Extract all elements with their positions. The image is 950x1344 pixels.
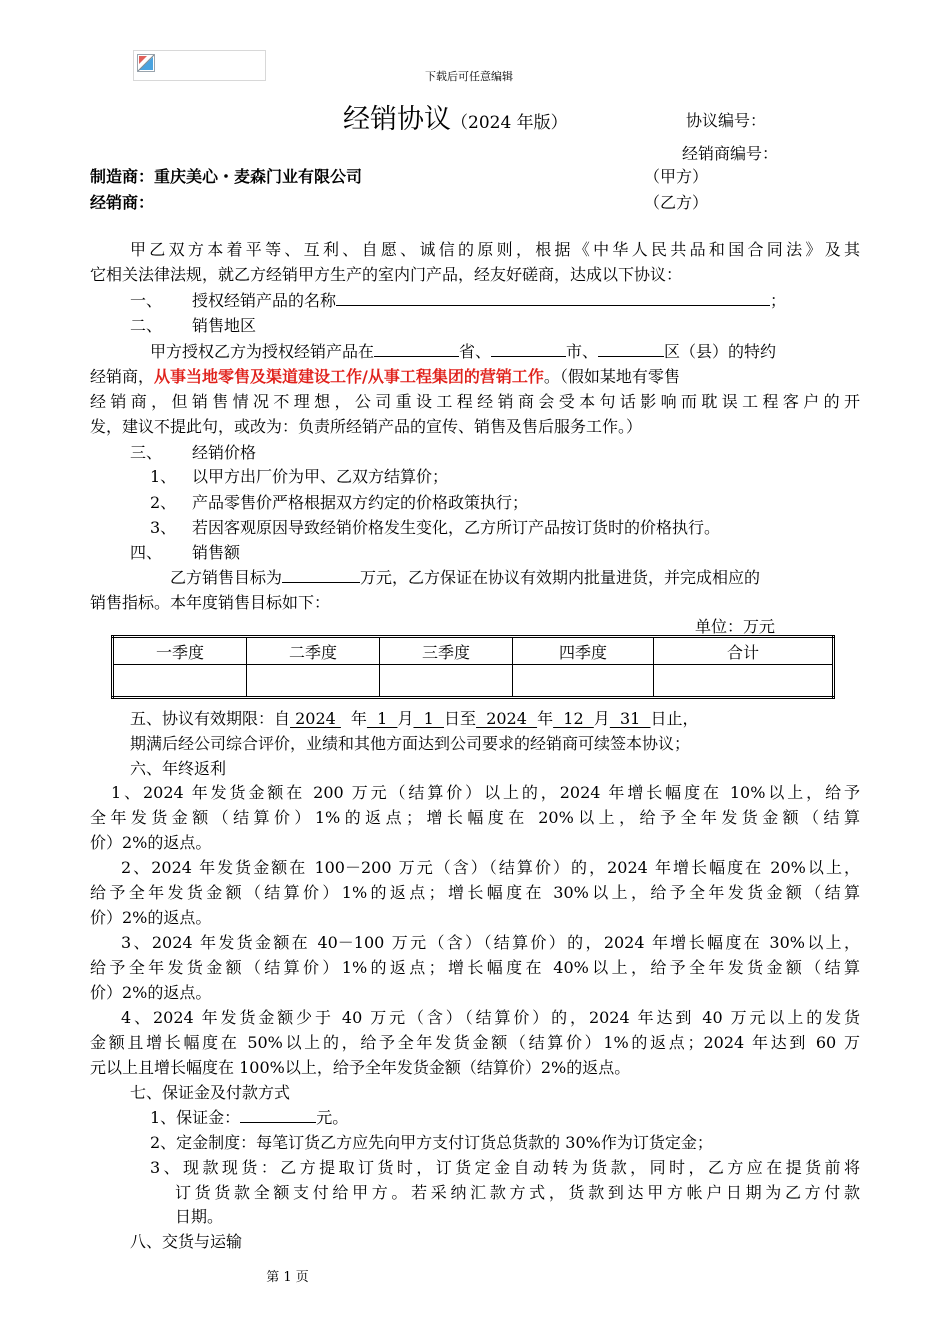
end-month[interactable]: 12 <box>553 709 594 728</box>
price-item-2: 产品零售价严格根据双方约定的价格政策执行； <box>192 493 529 512</box>
section2-line-1 <box>150 339 776 362</box>
rebate-2-line-2: 给予全年发货金额（结算价）1%的返点；增长幅度在 30%以上，给予全年发货金额（结算 <box>90 883 860 902</box>
district-blank[interactable] <box>598 339 664 357</box>
header-total: 合计 <box>654 637 834 665</box>
rebate-2-line-1: 2、2024 年发货金额在 100－200 万元（含）（结算价）的，2024 年增长幅度在 20%以上， <box>121 858 860 877</box>
header-q1: 一季度 <box>113 637 247 665</box>
cell-q3[interactable] <box>380 665 513 698</box>
section1-end: ； <box>770 291 787 310</box>
quarterly-target-table <box>111 635 835 699</box>
section1-heading <box>192 288 786 311</box>
deposit-unit: 元。 <box>316 1108 349 1127</box>
section7-title: 七、保证金及付款方式 <box>130 1083 291 1102</box>
sales-target-blank[interactable] <box>282 565 360 583</box>
section4-line-2: 销售指标。本年度销售目标如下： <box>90 593 331 612</box>
title-text: 经销协议 <box>343 104 451 135</box>
section4-title: 销售额 <box>192 543 241 562</box>
rebate-1-line-1: 1、2024 年发货金额在 200 万元（结算价）以上的，2024 年增长幅度在 10%以上，给予 <box>111 783 860 802</box>
start-month[interactable]: 1 <box>366 709 398 728</box>
rebate-3-line-3: 价）2%的返点。 <box>90 983 212 1002</box>
section2-line-4: 发，建议不提此句，或改为：负责所经销产品的宣传、销售及售后服务工作。） <box>90 417 643 436</box>
price-item-2-num: 2、 <box>150 493 177 512</box>
price-item-1: 以甲方出厂价为甲、乙双方结算价； <box>192 467 449 486</box>
validity-end-text: 日止， <box>650 709 699 728</box>
section2-line-2 <box>90 364 860 389</box>
section2-line-3: 经销商，但销售情况不理想，公司重设工程经销商会受本句话影响而耽误工程客户的开 <box>90 392 860 411</box>
city-blank[interactable] <box>491 339 566 357</box>
agreement-no-label: 协议编号： <box>686 111 767 130</box>
deposit-blank[interactable] <box>240 1105 316 1123</box>
table-row <box>113 665 834 698</box>
header-q3: 三季度 <box>380 637 513 665</box>
section5-line-2: 期满后经公司综合评价，业绩和其他方面达到公司要求的经销商可续签本协议； <box>130 734 691 753</box>
region-text-d: 区（县）的特约 <box>664 342 777 361</box>
rebate-3-line-1: 3、2024 年发货金额在 40－100 万元（含）（结算价）的，2024 年增长幅度在 30%以上， <box>121 933 860 952</box>
region-text-c: 市、 <box>566 342 599 361</box>
start-day[interactable]: 1 <box>413 709 444 728</box>
validity-year-char-1: 年 <box>350 709 367 728</box>
section1-num: 一、 <box>130 291 163 310</box>
dealer-line: 经销商： <box>90 193 155 212</box>
party-b-tag: （乙方） <box>644 193 709 212</box>
section3-title: 经销价格 <box>192 443 257 462</box>
validity-month-char-1: 月 <box>397 709 414 728</box>
logo <box>133 50 266 81</box>
section8-title: 八、交货与运输 <box>130 1232 243 1251</box>
header-q4: 四季度 <box>513 637 654 665</box>
price-item-3-num: 3、 <box>150 518 177 537</box>
cell-total[interactable] <box>654 665 834 698</box>
rebate-3-line-2: 给予全年发货金额（结算价）1%的返点；增长幅度在 40%以上，给予全年发货金额（结算 <box>90 958 860 977</box>
page-title <box>343 97 568 136</box>
cell-q2[interactable] <box>247 665 380 698</box>
header-q2: 二季度 <box>247 637 380 665</box>
province-blank[interactable] <box>374 339 459 357</box>
end-year[interactable]: 2024 <box>476 709 538 728</box>
broken-image-icon <box>137 54 155 72</box>
rebate-4-line-1: 4、2024 年发货金额少于 40 万元（含）（结算价）的，2024 年达到 40 万元以上的发货 <box>121 1008 860 1027</box>
validity-month-char-2: 月 <box>593 709 610 728</box>
section6-title: 六、年终返利 <box>130 759 227 778</box>
down-payment-rule: 2、定金制度：每笔订货乙方应先向甲方支付订货总货款的 30%作为订货定金； <box>150 1133 713 1152</box>
deposit-label: 1、保证金： <box>150 1108 241 1127</box>
validity-year-char-2: 年 <box>537 709 554 728</box>
section5-line-1 <box>130 706 699 729</box>
intro-line-2: 它相关法律法规，就乙方经销甲方生产的室内门产品，经友好磋商，达成以下协议： <box>90 265 683 284</box>
party-a-tag: （甲方） <box>644 167 709 186</box>
manufacturer-line: 制造商：重庆美心・麦森门业有限公司 <box>90 167 363 186</box>
page-number: 第 1 页 <box>266 1270 309 1285</box>
price-item-3: 若因客观原因导致经销价格发生变化，乙方所订产品按订货时的价格执行。 <box>192 518 721 537</box>
cash-rule-line-1: 3、现款现货：乙方提取订货时，订货定金自动转为货款，同时，乙方应在提货前将 <box>150 1158 860 1177</box>
cash-rule-line-2: 订货货款全额支付给甲方。若采纳汇款方式，货款到达甲方帐户日期为乙方付款 <box>175 1183 860 1202</box>
rebate-1-line-3: 价）2%的返点。 <box>90 833 212 852</box>
intro-line-1: 甲乙双方本着平等、互利、自愿、诚信的原则，根据《中华人民共品和国合同法》及其 <box>130 240 860 259</box>
table-header-row <box>113 637 834 665</box>
rebate-2-line-3: 价）2%的返点。 <box>90 908 212 927</box>
cell-q1[interactable] <box>113 665 247 698</box>
dealer-note-text: 。（假如某地有零售 <box>543 367 680 386</box>
section2-title: 销售地区 <box>192 316 257 335</box>
rebate-4-line-3: 元以上且增长幅度在 100%以上，给予全年发货金额（结算价）2%的返点。 <box>90 1058 631 1077</box>
section3-num: 三、 <box>130 443 163 462</box>
product-name-blank[interactable] <box>336 288 770 306</box>
highlighted-scope: 从事当地零售及渠道建设工作/从事工程集团的营销工作 <box>154 367 544 386</box>
end-day[interactable]: 31 <box>609 709 651 728</box>
price-item-1-num: 1、 <box>150 467 177 486</box>
target-text-b: 万元，乙方保证在协议有效期内批量进货，并完成相应的 <box>360 568 761 587</box>
start-year[interactable]: 2024 <box>290 709 341 728</box>
cash-rule-line-3: 日期。 <box>175 1207 224 1226</box>
region-text-b: 省、 <box>459 342 492 361</box>
rebate-4-line-2: 金额且增长幅度在 50%以上的，给予全年发货金额（结算价）1%的返点；2024 年达到 60 万 <box>90 1033 860 1052</box>
validity-day-to: 日至 <box>444 709 477 728</box>
dealer-role-text: 经销商， <box>90 367 155 386</box>
section2-num: 二、 <box>130 316 163 335</box>
deposit-line <box>150 1105 348 1128</box>
cell-q4[interactable] <box>513 665 654 698</box>
section4-line-1 <box>170 565 760 588</box>
dealer-no-label: 经销商编号： <box>682 144 779 163</box>
validity-text-a: 五、协议有效期限：自 <box>130 709 291 728</box>
title-year: （2024 年版） <box>451 113 568 133</box>
section1-text: 授权经销产品的名称 <box>192 291 337 310</box>
edit-note: 下载后可任意编辑 <box>425 70 513 83</box>
section4-num: 四、 <box>130 543 163 562</box>
target-text-a: 乙方销售目标为 <box>170 568 283 587</box>
rebate-1-line-2: 全年发货金额（结算价）1%的返点；增长幅度在 20%以上，给予全年发货金额（结算 <box>90 808 860 827</box>
region-text-a: 甲方授权乙方为授权经销产品在 <box>150 342 375 361</box>
unit-label: 单位：万元 <box>695 617 776 636</box>
